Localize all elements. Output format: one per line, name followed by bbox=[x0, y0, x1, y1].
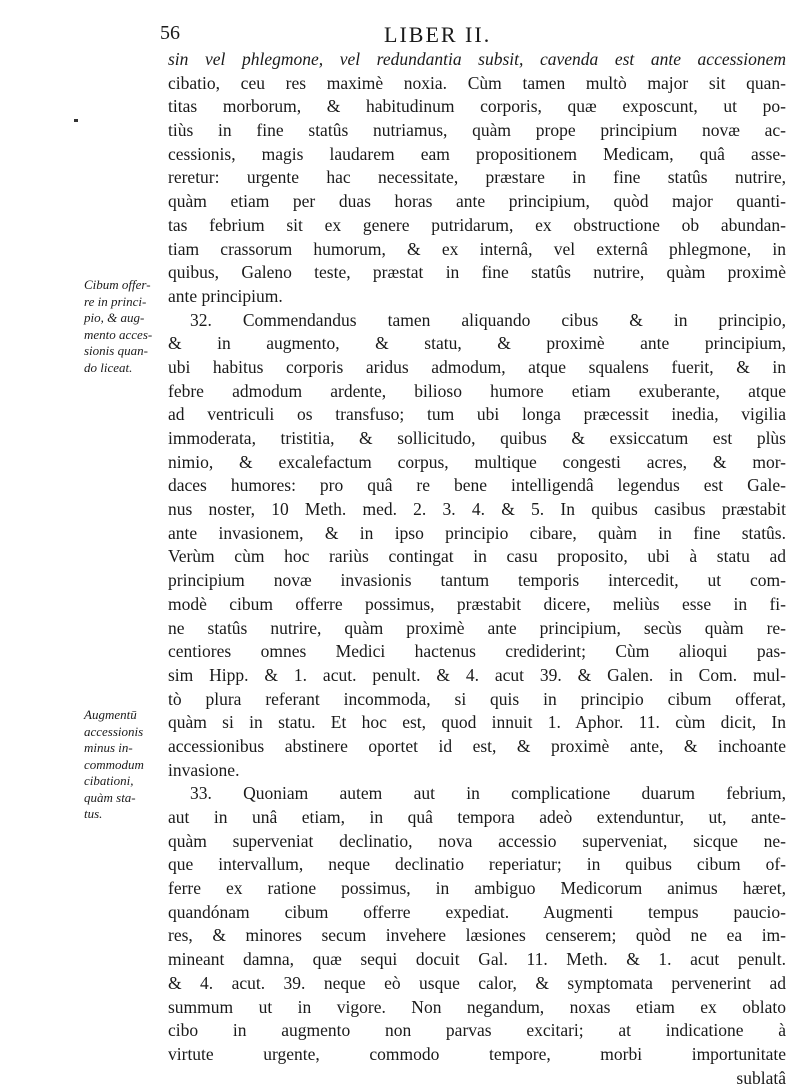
paragraph-start-32: 32. Commendandus tamen aliquando cibus & in principio, bbox=[190, 309, 786, 330]
margin-note-line: commodum bbox=[84, 756, 144, 772]
text-line: nimio, & excalefactum corpus, multique congesti acres, & mor- bbox=[168, 451, 786, 472]
margin-note-line: Augmentū bbox=[84, 707, 137, 722]
text-line: tas febrium sit ex genere putridarum, ex obstructione ob abundan- bbox=[168, 214, 786, 235]
text-line: quàm superveniat declinatio, nova accessio superveniat, sicque ne- bbox=[168, 830, 786, 851]
paragraph-start-33: 33. Quoniam autem aut in complicatione duarum febrium, bbox=[190, 783, 786, 804]
text-line: quàm si in statu. Et hoc est, quod innuit 1. Aphor. 11. cùm dicit, In bbox=[168, 712, 786, 733]
text-line: tò plura referant incommoda, si quis in principio cibum offerat, bbox=[168, 688, 786, 709]
margin-mark bbox=[74, 119, 78, 122]
text-line: titas morborum, & habitudinum corporis, quæ exposcunt, ut po- bbox=[168, 96, 786, 117]
text-line: tiam crassorum humorum, & ex internâ, vel externâ phlegmone, in bbox=[168, 238, 786, 259]
text-line: ubi habitus corporis aridus admodum, atque squalens fuerit, & in bbox=[168, 356, 786, 377]
text-line: febre admodum ardente, bilioso humore etiam exuberante, atque bbox=[168, 380, 786, 401]
text-line: reretur: urgente hac necessitate, præstare in fine statûs nutrire, bbox=[168, 167, 786, 188]
page-header bbox=[0, 22, 800, 48]
text-line: tiùs in fine statûs nutriamus, quàm prope principium novæ ac- bbox=[168, 120, 786, 141]
text-line: nus noster, 10 Meth. med. 2. 3. 4. & 5. In quibus casibus præstabit bbox=[168, 499, 786, 520]
text-line: ante invasionem, & in ipso principio cibare, quàm in fine statûs. bbox=[168, 522, 786, 543]
text-line: Verùm cùm hoc rariùs contingat in casu proposito, ubi à statu ad bbox=[168, 546, 786, 567]
margin-note-line: accessionis bbox=[84, 723, 144, 739]
margin-note-line: Cibum offer- bbox=[84, 277, 151, 292]
text-line: sin vel phlegmone, vel redundantia subsit, cavenda est ante accessionem bbox=[168, 49, 786, 69]
text-line: virtute urgente, commodo tempore, morbi importunitate bbox=[168, 1043, 786, 1064]
margin-note-line: mento acces- bbox=[84, 326, 153, 342]
text-line: cibo in augmento non parvas excitari; at indicatione à bbox=[168, 1020, 786, 1041]
text-line: mineant damna, quæ sequi docuit Gal. 11. Meth. & 1. acut penult. bbox=[168, 949, 786, 970]
margin-note-line: pio, & aug- bbox=[84, 310, 145, 325]
text-line: principium novæ invasionis tantum temporis intercedit, ut com- bbox=[168, 570, 786, 591]
margin-note-line: tus. bbox=[84, 806, 103, 821]
text-line: quàm etiam per duas horas ante principium, quòd major quanti- bbox=[168, 191, 786, 212]
text-line: modè cibum offerre possimus, præstabit dicere, meliùs esse in fi- bbox=[168, 593, 786, 614]
catchword: sublatâ bbox=[736, 1067, 786, 1088]
margin-note-line: quàm sta- bbox=[84, 789, 136, 805]
text-line: res, & minores secum invehere læsiones censerem; quòd ne ea im- bbox=[168, 925, 786, 946]
page-number: 56 bbox=[160, 22, 180, 44]
margin-note-line: cibationi, bbox=[84, 773, 134, 788]
text-line: invasione. bbox=[168, 759, 240, 780]
margin-note-line: minus in- bbox=[84, 740, 133, 755]
text-line: quibus, Galeno teste, præstat in fine statûs nutrire, quàm proximè bbox=[168, 262, 786, 283]
margin-note-line: do liceat. bbox=[84, 359, 133, 375]
body-text bbox=[168, 48, 786, 1090]
text-line: aut in unâ etiam, in quâ tempora adeò extenduntur, ut, ante- bbox=[168, 807, 786, 827]
text-line: & in augmento, & statu, & proximè ante principium, bbox=[168, 333, 786, 354]
text-line: ne statûs nutrire, quàm proximè ante principium, secùs quàm re- bbox=[168, 617, 786, 638]
margin-note-cibum bbox=[84, 277, 166, 376]
text-line: que intervallum, neque declinatio reperiatur; in quibus cibum of- bbox=[168, 854, 786, 875]
text-line: & 4. acut. 39. neque eò usque calor, & symptomata pervenerint ad bbox=[168, 972, 786, 993]
text-line: daces humores: pro quâ re bene intelligendâ legendus est Gale- bbox=[168, 475, 786, 496]
margin-note-line: sionis quan- bbox=[84, 343, 148, 358]
text-line: ante principium. bbox=[168, 285, 283, 306]
text-line: ferre ex ratione possimus, in ambiguo Medicorum animus hæret, bbox=[168, 878, 786, 899]
text-line: accessionibus abstinere oportet id est, & proximè ante, & inchoante bbox=[168, 735, 786, 756]
text-line: cibatio, ceu res maximè noxia. Cùm tamen multò major sit quan- bbox=[168, 72, 786, 93]
margin-note-augmentum bbox=[84, 707, 166, 823]
text-line: immoderata, tristitia, & sollicitudo, quibus & exsiccatum est plùs bbox=[168, 428, 786, 448]
text-line: quandónam cibum offerre expediat. Augmenti tempus paucio- bbox=[168, 901, 786, 922]
text-line: cessionis, magis laudarem eam propositionem Medicam, quâ asse- bbox=[168, 143, 786, 164]
margin-note-line: re in princi- bbox=[84, 293, 147, 309]
text-line: summum ut in vigore. Non negandum, noxas etiam ex oblato bbox=[168, 996, 786, 1017]
running-head: LIBER II. bbox=[384, 22, 492, 47]
text-line: ad ventriculi os transfuso; tum ubi longa præcessit inedia, vigilia bbox=[168, 404, 786, 425]
text-line: sim Hipp. & 1. acut. penult. & 4. acut 39. & Galen. in Com. mul- bbox=[168, 664, 786, 685]
text-line: centiores omnes Medici hactenus crediderint; Cùm alioqui pas- bbox=[168, 641, 786, 662]
